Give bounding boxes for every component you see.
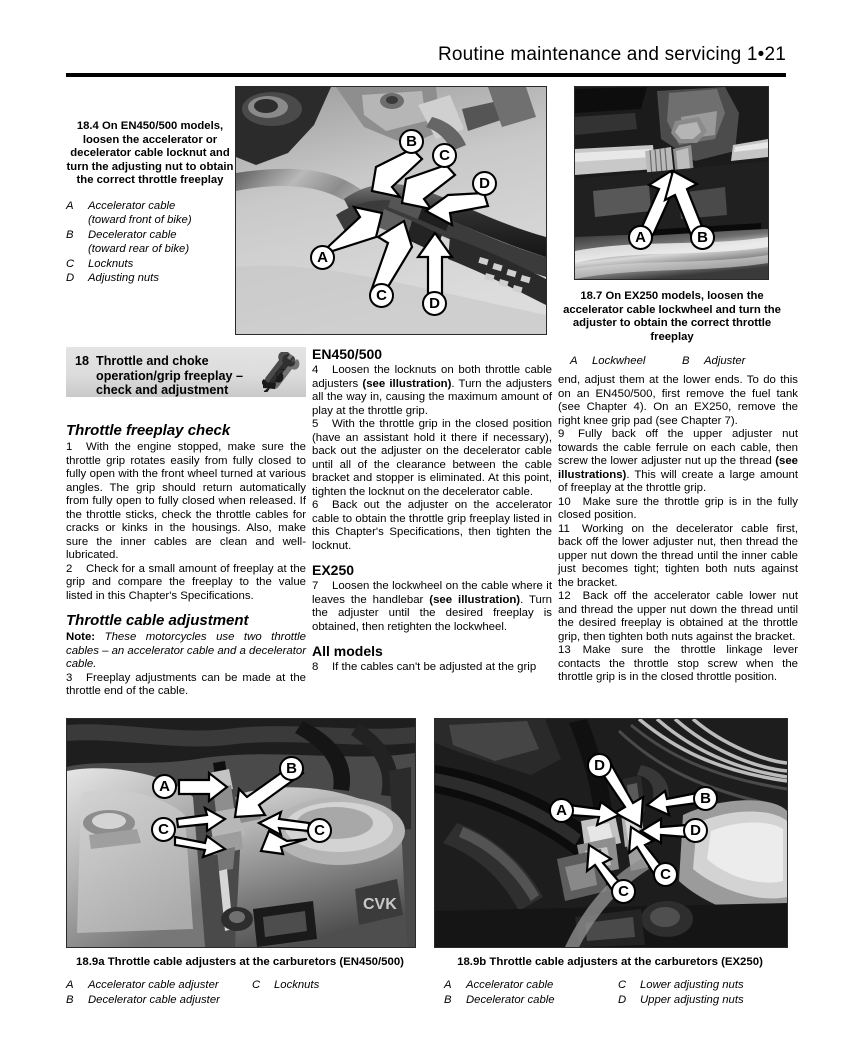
figure-18-9a-caption [66, 955, 414, 1007]
figure-18-9a-photo [66, 718, 416, 948]
para-number: 13 [558, 644, 571, 656]
note-label: Note: [66, 631, 96, 643]
key-text: Locknuts [88, 257, 134, 270]
para-text: Back off the accelerator cable lower nut and thread the upper nut down the thread until the desired freeplay is obtained at the throttle grip, then tighten both nuts against the bracket. [558, 590, 798, 643]
para-number: 2 [66, 562, 73, 575]
figure-18-7-key-a [570, 354, 682, 369]
key-letter: C [618, 979, 627, 991]
figure-18-9a-key-a [66, 978, 252, 993]
callout-a: A [628, 225, 653, 250]
key-text: Decelerator cable (toward rear of bike) [88, 228, 190, 256]
left-para-3 [66, 672, 306, 699]
figure-18-4-caption [66, 120, 234, 286]
para-text: Back out the adjuster on the accelerator cable to obtain the throttle grip freeplay listed in this Chapter's Specifications, then tighten the locknut. [312, 499, 552, 552]
para-number: 1 [66, 441, 73, 453]
key-text: Accelerator cable (toward front of bike) [88, 199, 192, 227]
see-illustration-ref: (see illustration) [429, 593, 521, 606]
figure-18-9b-key-b [444, 993, 618, 1008]
figure-18-4-key-c [66, 257, 234, 272]
para-number: 9 [558, 428, 565, 440]
para-number: 11 [558, 522, 570, 535]
callout-c-left: C [151, 817, 176, 842]
right-para-8-continued [558, 374, 798, 428]
figure-18-7-photo [574, 86, 769, 280]
figure-18-4-key-d [66, 271, 234, 286]
key-text: Adjusting nuts [88, 272, 159, 285]
key-text: Lower adjusting nuts [640, 979, 744, 991]
key-letter: B [682, 355, 690, 368]
para-number: 8 [312, 661, 319, 673]
figure-18-9b-caption [434, 955, 786, 1007]
middle-heading-ex250: EX250 [312, 562, 355, 578]
see-illustrations-ref: (see illustrations) [558, 455, 798, 481]
para-number: 7 [312, 580, 319, 592]
para-number: 12 [558, 590, 571, 602]
key-letter: C [66, 257, 75, 270]
left-note [66, 631, 306, 672]
para-text: Make sure the throttle grip is in the fully closed position. [558, 495, 798, 521]
callout-c-right: C [307, 818, 332, 843]
left-para-1 [66, 441, 306, 563]
key-letter: B [444, 993, 452, 1006]
callout-b: B [399, 129, 424, 154]
key-text: Adjuster [704, 355, 746, 368]
callout-d-upper: D [472, 171, 497, 196]
para-text-b: . Turn the adjusters all the way in, causing the maximum amount of play at the throttle grip. [312, 377, 552, 417]
para-number: 10 [558, 495, 571, 508]
right-para-13 [558, 644, 798, 685]
callout-a: A [152, 774, 177, 799]
callout-a: A [549, 798, 574, 823]
key-text: Lockwheel [592, 355, 646, 368]
figure-18-4-key-a [66, 199, 234, 228]
para-number: 4 [312, 364, 319, 376]
left-heading-throttle-freeplay-check: Throttle freeplay check [66, 422, 231, 439]
para-text-b: . This will create a large amount of freeplay at the throttle grip. [558, 468, 798, 494]
callout-c-right: C [653, 862, 678, 887]
figure-18-9b-key-a [444, 978, 618, 993]
key-letter: A [570, 355, 578, 368]
right-para-10 [558, 496, 798, 523]
key-text: Decelerator cable [466, 993, 555, 1006]
para-text: If the cables can't be adjusted at the grip [332, 661, 537, 673]
callout-d-upper: D [587, 753, 612, 778]
key-letter: A [66, 199, 74, 212]
para-number: 3 [66, 671, 73, 684]
callout-b: B [690, 225, 715, 250]
callout-b: B [279, 756, 304, 781]
callout-c-upper: C [432, 143, 457, 168]
key-letter: D [66, 272, 75, 285]
figure-18-7-caption-title: 18.7 On EX250 models, loosen the accelerator cable lockwheel and turn the adjuster to obtain the correct throttle freeplay [563, 290, 781, 343]
section-number: 18 [75, 354, 90, 368]
para-text-b: . Turn the adjuster until the desired freeplay is obtained, then retighten the lockwheel. [312, 593, 552, 633]
section-title: Throttle and choke operation/grip freeplay – check and adjustment [96, 354, 243, 398]
para-number: 5 [312, 418, 319, 430]
figure-18-7-arrows [575, 87, 768, 279]
left-heading-throttle-cable-adjustment: Throttle cable adjustment [66, 612, 249, 629]
key-text: Accelerator cable adjuster [88, 979, 219, 991]
middle-para-6 [312, 499, 552, 553]
key-letter: A [444, 979, 452, 991]
right-para-12 [558, 590, 798, 644]
figure-18-4-key-b [66, 228, 234, 257]
key-text: Upper adjusting nuts [640, 993, 744, 1006]
spanner-icon [262, 352, 300, 392]
figure-18-4-caption-title: 18.4 On EN450/500 models, loosen the accelerator or decelerator cable locknut and turn the adjusting nut to obtain the correct throttle freeplay [66, 120, 234, 187]
page-header [66, 44, 786, 66]
middle-para-4 [312, 364, 552, 418]
callout-c-lower: C [611, 879, 636, 904]
key-letter: A [66, 979, 74, 991]
right-column [558, 374, 798, 685]
figure-18-9b-key-c [618, 978, 786, 993]
right-para-11 [558, 523, 798, 591]
para-text-a: Loosen the locknuts on both throttle cable adjusters [312, 364, 552, 390]
figure-18-9a-key-b [66, 993, 252, 1008]
para-text: Make sure the throttle linkage lever contacts the throttle stop screw when the throttle grip is in the closed throttle position. [558, 644, 798, 683]
figure-18-7-caption [558, 290, 786, 369]
svg-text:CVK: CVK [363, 896, 397, 913]
middle-column [312, 346, 552, 675]
figure-18-9b-arrows [435, 719, 787, 947]
key-letter: B [66, 993, 74, 1006]
callout-b: B [693, 786, 718, 811]
figure-18-4-photo [235, 86, 547, 335]
para-text: end, adjust them at the lower ends. To do this on an EN450/500, first remove the fuel tank (see Chapter 4). On an EX250, remove the right knee grip pad (see Chapter 7). [558, 374, 798, 427]
middle-para-5 [312, 418, 552, 499]
header-rule [66, 73, 786, 77]
para-text: Check for a small amount of freeplay at the grip and compare the freeplay to the value listed in this Chapter's Specifications. [66, 562, 306, 602]
page-title: Routine maintenance and servicing 1•21 [437, 44, 786, 65]
see-illustration-ref: (see illustration) [362, 377, 452, 390]
para-text: With the throttle grip in the closed position (have an assistant hold it there if necessary), back out the adjuster on the decelerator cable until all of the clearance between the cable bracket and stopper is eliminated. At this point, tighten the locknut on the decelerator cable. [312, 418, 552, 498]
figure-18-9b-key-d [618, 993, 786, 1008]
callout-a: A [310, 245, 335, 270]
right-para-9 [558, 428, 798, 496]
key-letter: C [252, 979, 261, 991]
para-text-a: Loosen the lockwheel on the cable where it leaves the handlebar [312, 580, 552, 606]
key-text: Locknuts [274, 979, 320, 991]
callout-d-lower: D [683, 818, 708, 843]
key-letter: D [618, 993, 627, 1006]
middle-heading-all-models: All models [312, 643, 383, 659]
callout-c-lower: C [369, 283, 394, 308]
middle-para-7 [312, 580, 552, 634]
key-text: Decelerator cable adjuster [88, 993, 220, 1006]
middle-heading-en450-500: EN450/500 [312, 346, 383, 362]
section-header-box [66, 347, 306, 397]
para-number: 6 [312, 499, 319, 511]
middle-para-8 [312, 661, 552, 675]
figure-18-9a-caption-title: 18.9a Throttle cable adjusters at the carburetors (EN450/500) [76, 956, 404, 968]
note-text: These motorcycles use two throttle cables – an accelerator cable and a decelerator cable. [66, 631, 306, 670]
para-text-a: Fully back off the upper adjuster nut towards the cable ferrule on each cable, then screw the lower adjuster nut up the thread [558, 428, 798, 467]
figure-18-9a-arrows [67, 719, 415, 947]
key-letter: B [66, 228, 74, 241]
figure-18-9b-caption-title: 18.9b Throttle cable adjusters at the carburetors (EX250) [457, 956, 763, 968]
key-text: Accelerator cable [466, 979, 554, 991]
para-text: Freeplay adjustments can be made at the throttle end of the cable. [66, 671, 306, 697]
left-para-2 [66, 563, 306, 604]
left-column [66, 422, 306, 699]
figure-18-9b-photo [434, 718, 788, 948]
figure-18-9a-key-c [252, 978, 402, 993]
callout-d-lower: D [422, 291, 447, 316]
para-text: Working on the decelerator cable first, back off the lower adjuster nut, then thread the upper nut down the thread until the inner cable just becomes tight; tighten both nuts against the bracket. [558, 522, 798, 589]
figure-18-7-key-b [682, 354, 786, 369]
para-text: With the engine stopped, make sure the throttle grip rotates easily from fully closed to fully open with the front wheel turned at various angles. The grip should return automatically from fully open to fully closed when released. If the throttle sticks, check the throttle cables for cracks or kinks in the housings. Also, make sure the inner cables are clean and well-lubricated. [66, 441, 306, 561]
